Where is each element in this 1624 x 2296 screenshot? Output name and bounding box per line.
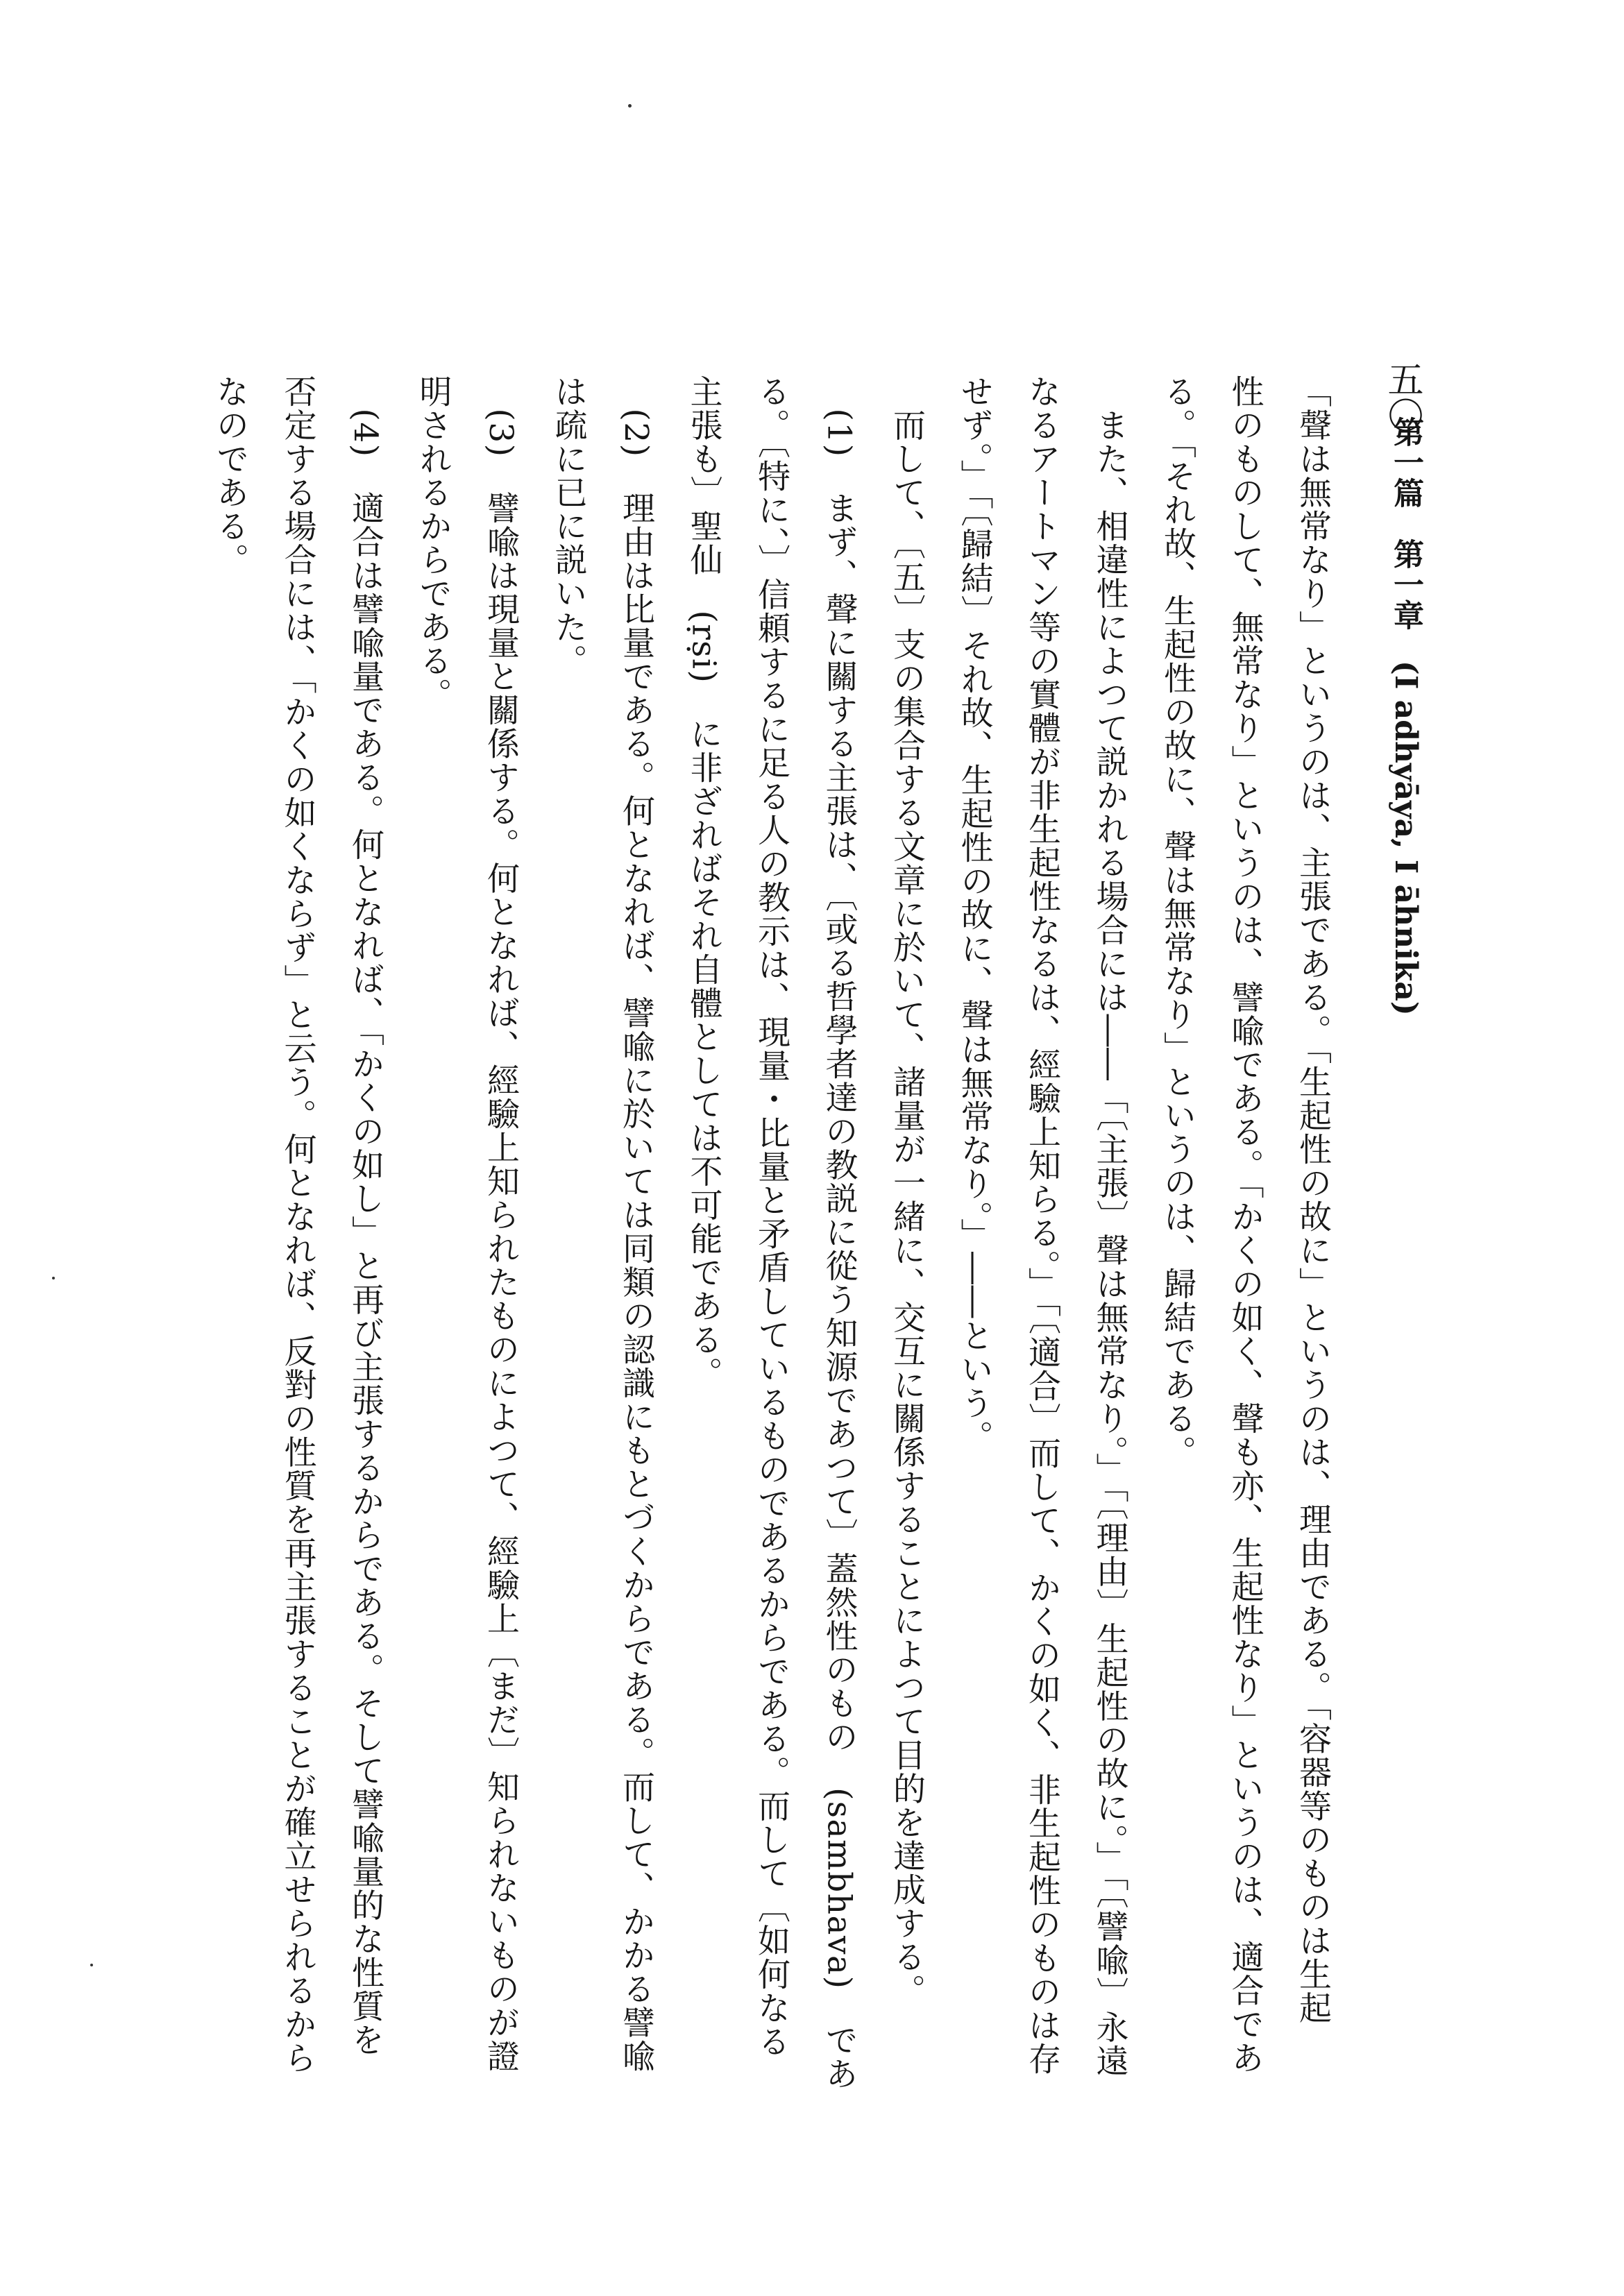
text-line: (2) 理由は比量である。何となれば、譬喩に於いては同類の認識にもとづくからである。而して、かかる譬喩 (617, 375, 655, 2073)
text-line: 否定する場合には、「かくの如くならず」と云う。何となれば、反對の性質を再主張することが確立せられるから (278, 375, 317, 2075)
text-line: は疏に已に説いた。 (549, 375, 588, 678)
text-line: 而して、〔五〕支の集合する文章に於いて、諸量が一緒に、交互に關係することによつて目的を達成する。 (888, 375, 926, 2007)
text-line: 性のものして、無常なり」というのは、譬喩である。「かくの如く、聲も亦、生起性なり」というのは、適合であ (1226, 375, 1264, 2075)
text-line: また、相違性によつて説かれる場合には――「〔主張〕聲は無常なり。」「〔理由〕生起性の故に。」「〔譬喩〕永遠 (1090, 375, 1129, 2078)
scan-speck (628, 104, 632, 108)
text-line: (3) 譬喩は現量と關係する。何となれば、經驗上知られたものによつて、經驗上〔まだ〕知られないものが證 (482, 375, 520, 2073)
text-line: (1) まず、聲に關する主張は、〔或る哲學者達の教説に從う知源であつて〕蓋然性のもの (sambhava) であ (820, 375, 858, 2091)
text-line: 明されるからである。 (414, 375, 452, 711)
page-number: 五〇 (1381, 361, 1423, 433)
text-line: 主張も〕聖仙 (ṛṣi) に非ざればそれ自體としては不可能である。 (684, 375, 723, 1391)
text-line: 「聲は無常なり」というのは、主張である。「生起性の故に」というのは、理由である。「容器等のものは生起 (1294, 375, 1332, 2025)
body-text (208, 375, 1346, 2095)
text-line: (4) 適合は譬喩量である。何となれば、「かくの如し」と再び主張するからである。そして譬喩量的な性質を (346, 375, 384, 2057)
text-line: る。〔特に、〕信頼するに足る人の教示は、現量・比量と矛盾しているものであるからである。而して〔如何なる (752, 375, 790, 2059)
text-line: なのである。 (211, 375, 249, 577)
text-line: せず。」「〔歸結〕それ故、生起性の故に、聲は無常なり。」――という。 (955, 375, 994, 1454)
text-line: なるアートマン等の實體が非生起性なるは、經驗上知らる。」「〔適合〕而して、かくの如く、非生起性のものは存 (1023, 375, 1061, 2076)
scan-speck (52, 1277, 55, 1279)
running-head: 第一篇 第一章 (I adhyāya, I āhnika) (1388, 416, 1423, 1016)
scan-speck (90, 1964, 93, 1966)
text-line: る。「それ故、生起性の故に、聲は無常なり」というのは、歸結である。 (1158, 375, 1196, 1469)
